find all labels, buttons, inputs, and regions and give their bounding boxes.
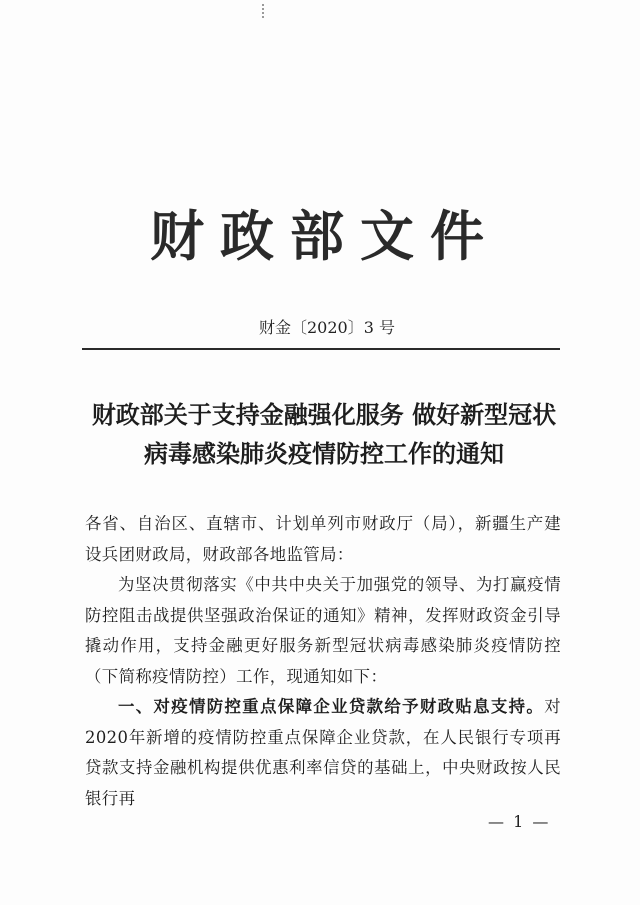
header-divider (82, 348, 560, 350)
salutation: 各省、自治区、直辖市、计划单列市财政厅（局），新疆生产建设兵团财政局，财政部各地监管局： (85, 514, 561, 564)
item-1-text: 对2020年新增的疫情防控重点保障企业贷款，在人民银行专项再贷款支持金融机构提供优惠利率信贷的基础上，中央财政按人民银行再 (85, 697, 561, 808)
item-1-heading: 一、对疫情防控重点保障企业贷款给予财政贴息支持。 (118, 697, 545, 716)
title-line: 财政部关于支持金融强化服务 做好新型冠状 (91, 400, 557, 429)
scan-artifact (262, 4, 264, 18)
title-line: 病毒感染肺炎疫情防控工作的通知 (144, 439, 504, 468)
document-body (85, 509, 561, 814)
intro-paragraph: 为坚决贯彻落实《中共中央关于加强党的领导、为打赢疫情防控阻击战提供坚强政治保证的通知》精神，发挥财政资金引导撬动作用，支持金融更好服务新型冠状病毒感染肺炎疫情防控（下简称疫情防控）工作，现通知如下： (85, 575, 561, 686)
item-1-paragraph (85, 692, 561, 814)
document-number: 财金〔2020〕3 号 (259, 318, 395, 337)
page-number: — 1 — (488, 812, 551, 831)
masthead: 财政部文件 (150, 204, 500, 268)
document-title (70, 395, 570, 473)
